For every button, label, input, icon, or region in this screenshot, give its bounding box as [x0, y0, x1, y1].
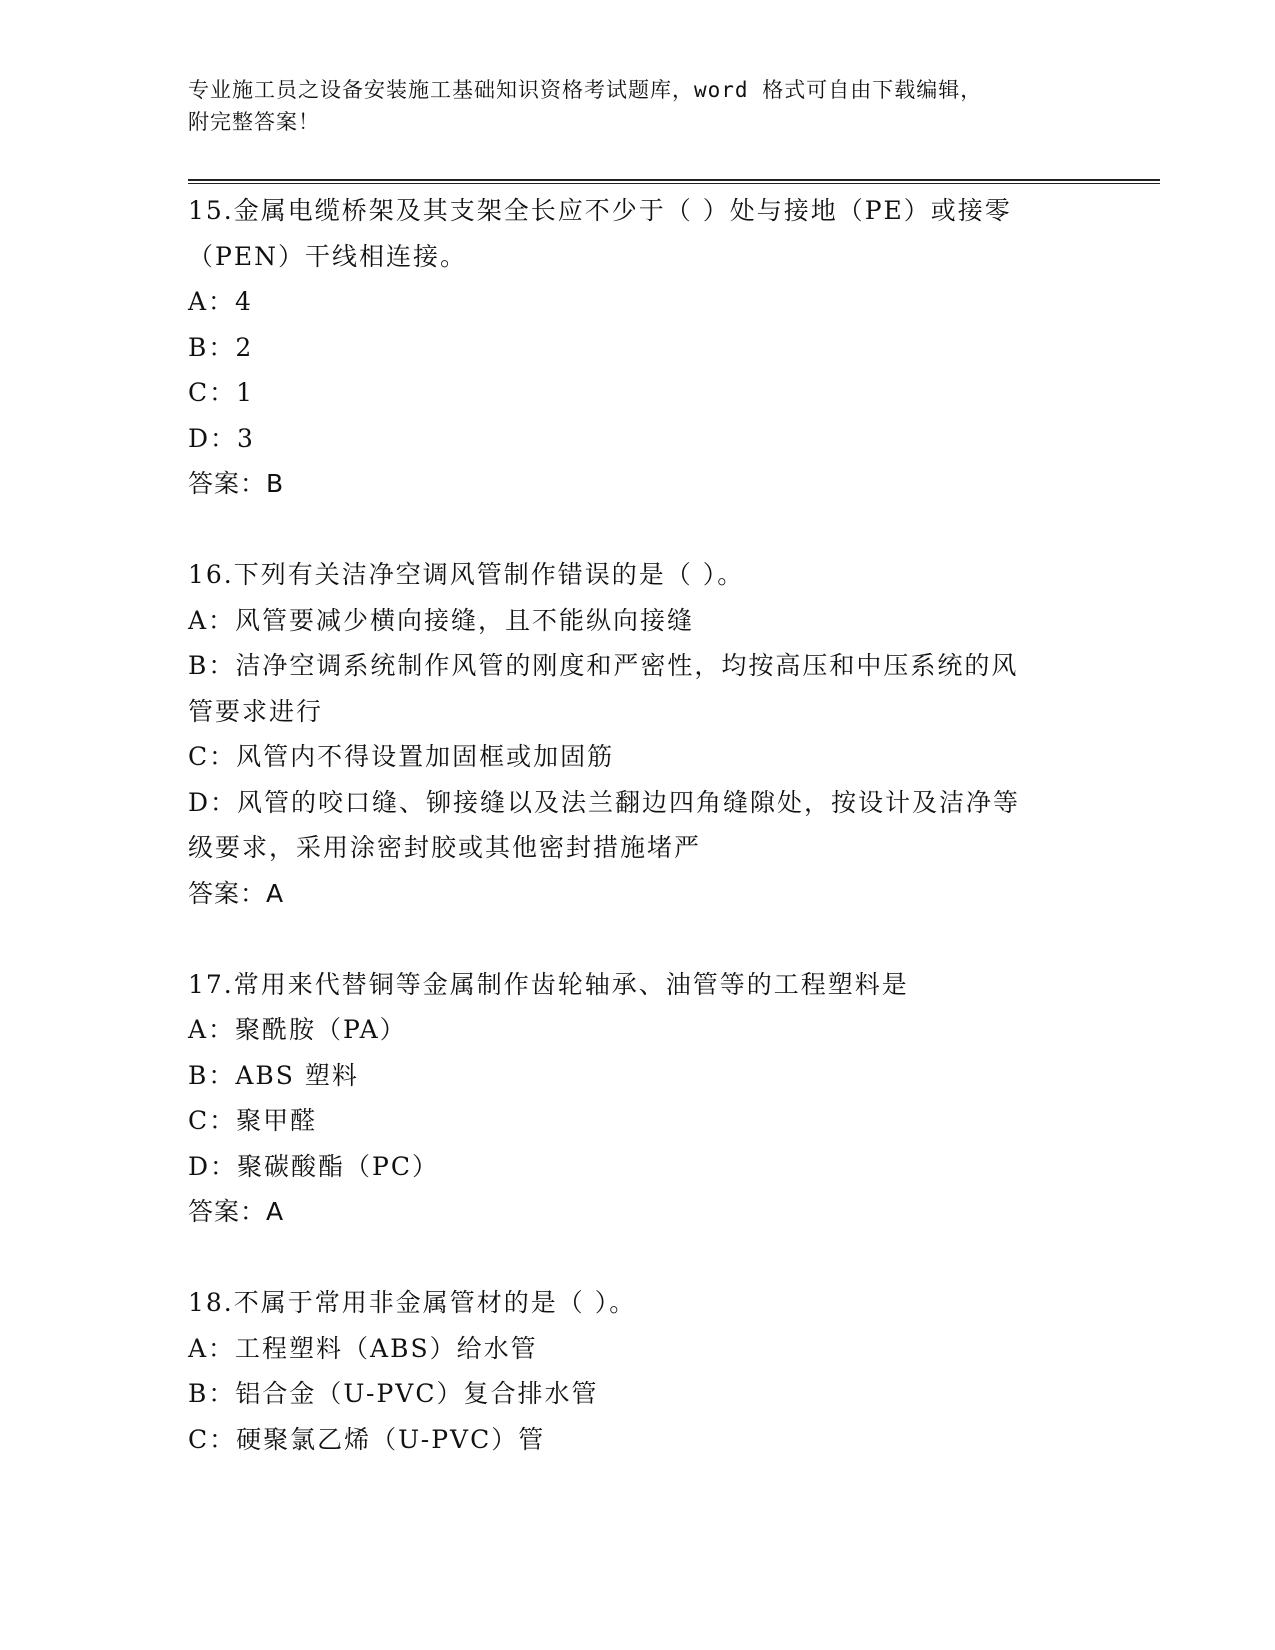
answer-option: C：风管内不得设置加固框或加固筋 — [188, 742, 615, 771]
answer-option: A：工程塑料（ABS）给水管 — [188, 1333, 538, 1363]
answer-option: A：风管要减少横向接缝，且不能纵向接缝 — [188, 605, 695, 635]
answer-option: C：硬聚氯乙烯（U-PVC）管 — [188, 1424, 546, 1454]
answer-key: 答案：A — [188, 1197, 285, 1226]
question-stem: 15.金属电缆桥架及其支架全长应不少于（ ）处与接地（PE）或接零 — [188, 196, 1012, 225]
answer-option: B：ABS 塑料 — [188, 1060, 359, 1090]
header-line-1: 专业施工员之设备安装施工基础知识资格考试题库，word 格式可自由下载编辑， — [188, 78, 983, 102]
answer-option: 级要求，采用涂密封胶或其他密封措施堵严 — [188, 833, 702, 862]
answer-option: A：4 — [188, 287, 253, 316]
answer-option: B：铝合金（U-PVC）复合排水管 — [188, 1379, 599, 1408]
answer-option: B：2 — [188, 332, 254, 362]
question-spacer — [188, 1235, 1088, 1281]
answer-option: C：1 — [188, 378, 255, 407]
answer-option: C：聚甲醛 — [188, 1106, 318, 1135]
question-stem: 16.下列有关洁净空调风管制作错误的是（ ）。 — [188, 560, 745, 589]
question-stem: （PEN）干线相连接。 — [188, 241, 467, 271]
answer-option: 管要求进行 — [188, 696, 324, 726]
answer-option: D：风管的咬口缝、铆接缝以及法兰翻边四角缝隙处，按设计及洁净等 — [188, 787, 1021, 817]
question-block — [188, 962, 1088, 1235]
question-stem: 18.不属于常用非金属管材的是（ ）。 — [188, 1288, 637, 1317]
header-rule-thick — [188, 179, 1160, 181]
question-block — [188, 188, 1088, 507]
question-block — [188, 1280, 1088, 1462]
answer-key: 答案：B — [188, 469, 285, 498]
question-block — [188, 552, 1088, 916]
question-list — [188, 188, 1088, 1462]
answer-option: A：聚酰胺（PA） — [188, 1015, 407, 1044]
header-line-2: 附完整答案！ — [188, 110, 320, 134]
question-spacer — [188, 507, 1088, 553]
document-header — [188, 74, 1068, 138]
answer-option: D：聚碳酸酯（PC） — [188, 1151, 439, 1181]
header-rule-thin — [188, 183, 1160, 184]
answer-option: D：3 — [188, 423, 255, 453]
answer-key: 答案：A — [188, 878, 285, 908]
question-stem: 17.常用来代替铜等金属制作齿轮轴承、油管等的工程塑料是 — [188, 969, 909, 999]
question-spacer — [188, 916, 1088, 962]
answer-option: B：洁净空调系统制作风管的刚度和严密性，均按高压和中压系统的风 — [188, 651, 1019, 680]
